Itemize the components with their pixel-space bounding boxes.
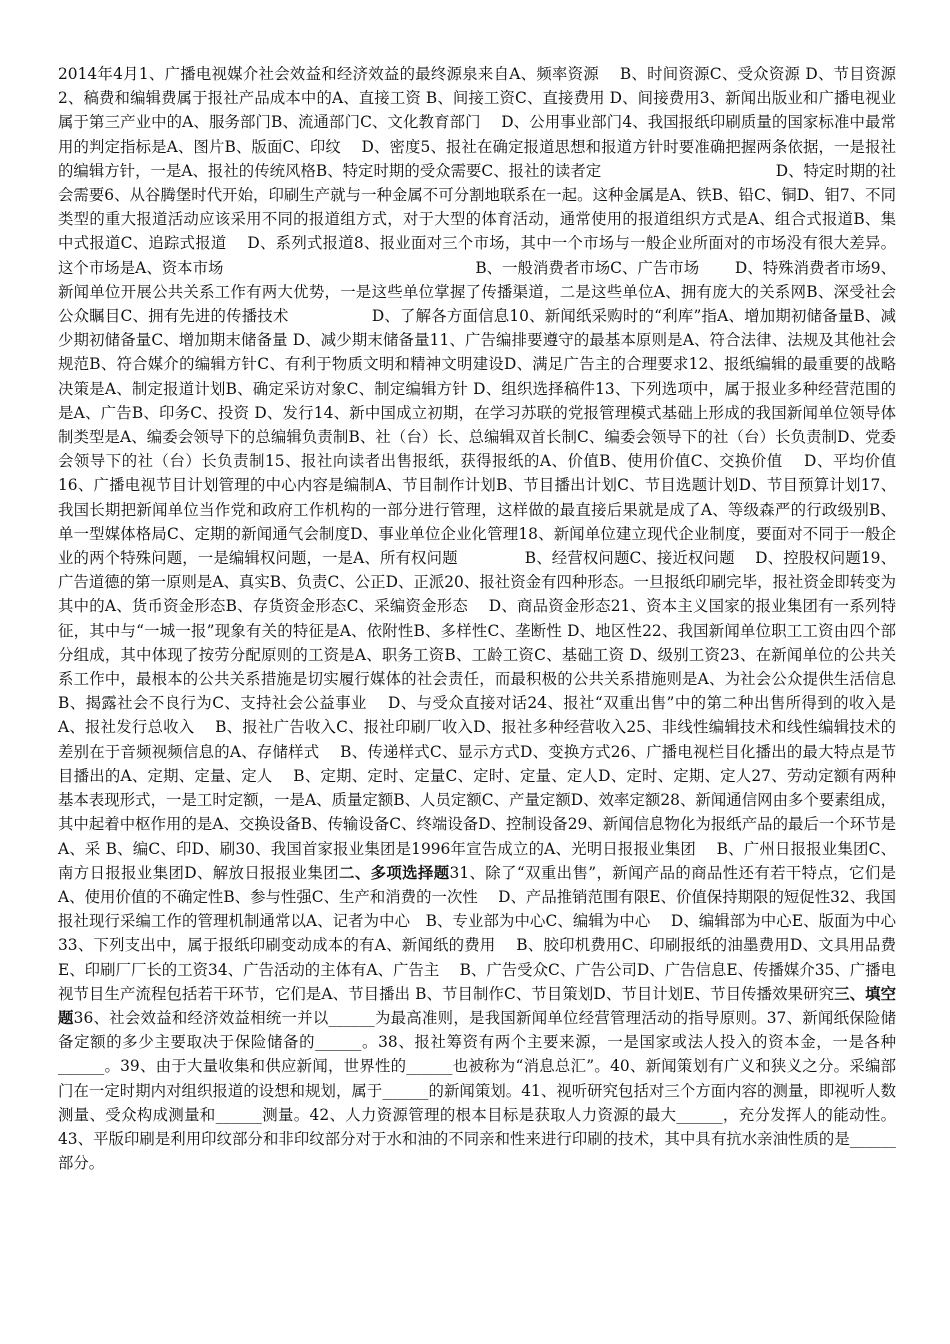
multiple-choice-questions: 31、除了“双重出售”，新闻产品的商品性还有若干特点，它们是A、使用价值的不确定性B、参与性强C、生产和消费的一次性 D、产品推销范围有限E、价值保持期限的短促性32、我国报社现行采编工作的管理机制通常以A、记者为中心 B、专业部为中心C、编辑为中心 D、编辑部为中心E、版面为中心33、下列支出中，属于报纸印刷变动成本的有A、新闻纸的费用 B、胶印机费用C、印刷报纸的油墨费用D、文具用品费E、印刷厂厂长的工资34、广告活动的主体有A、广告主 B、广告受众C、广告公司D、广告信息E、传播媒介35、广播电视节目生产流程包括若干环节，它们是A、节目播出 B、节目制作C、节目策划D、节目计划E、节目传播效果研究 [58,863,896,1003]
fill-in-blank-questions: 36、社会效益和经济效益相统一并以______为最高准则，是我国新闻单位经营管理活动的指导原则。37、新闻纸保险储备定额的多少主要取决于保险储备的______。38、报社筹资有两个主要来源，一是国家或法人投入的资本金，一是各种______。39、由于大量收集和供应新闻，世界性的______也被称为“消息总汇”。40、新闻策划有广义和狭义之分。采编部门在一定时期内对组织报道的设想和规划，属于______的新闻策划。41、视听研究包括对三个方面内容的测量，即视听人数测量、受众构成测量和______测量。42、人力资源管理的根本目标是获取人力资源的最大______，充分发挥人的能动性。43、平版印刷是利用印纹部分和非印纹部分对于水和油的不同亲和性来进行印刷的技术，其中具有抗水亲油性质的是______部分。 [58,1008,896,1173]
section-heading-multiple-choice: 二、多项选择题 [339,863,450,882]
exam-document [58,62,896,1175]
single-choice-questions: 2014年4月1、广播电视媒介社会效益和经济效益的最终源泉来自A、频率资源 B、时间资源C、受众资源 D、节目资源2、稿费和编辑费属于报社产品成本中的A、直接工资 B、间接工资C、直接费用 D、间接费用3、新闻出版业和广播电视业属于第三产业中的A、服务部门B、流通部门C、文化教育部门 D、公用事业部门4、我国报纸印刷质量的国家标准中最常用的判定指标是A、图片B、版面C、印纹 D、密度5、报社在确定报道思想和报道方针时要准确把握两条依据，一是报社的编辑方针，一是A、报社的传统风格B、特定时期的受众需要C、报社的读者定 D、特定时期的社会需要6、从谷腾堡时代开始，印刷生产就与一种金属不可分割地联系在一起。这种金属是A、铁B、铅C、铜D、钼7、不同类型的重大报道活动应该采用不同的报道组方式，对于大型的体育活动，通常使用的报道组织方式是A、组合式报道B、集中式报道C、追踪式报道 D、系列式报道8、报业面对三个市场，其中一个市场与一般企业所面对的市场没有很大差异。这个市场是A、资本市场 B、一般消费者市场C、广告市场 D、特殊消费者市场9、新闻单位开展公共关系工作有两大优势，一是这些单位掌握了传播渠道，二是这些单位A、拥有庞大的关系网B、深受社会公众瞩目C、拥有先进的传播技术 D、了解各方面信息10、新闻纸采购时的“利库”指A、增加期初储备量B、减少期初储备量C、增加期末储备量 D、减少期末储备量11、广告编排要遵守的最基本原则是A、符合法律、法规及其他社会规范B、符合媒介的编辑方针C、有利于物质文明和精神文明建设D、满足广告主的合理要求12、报纸编辑的最重要的战略决策是A、制定报道计划B、确定采访对象C、制定编辑方针 D、组织选择稿件13、下列选项中，属于报业多种经营范围的是A、广告B、印务C、投资 D、发行14、新中国成立初期，在学习苏联的党报管理模式基础上形成的我国新闻单位领导体制类型是A、编委会领导下的总编辑负责制B、社（台）长、总编辑双首长制C、编委会领导下的社（台）长负责制D、党委会领导下的社（台）长负责制15、报社向读者出售报纸，获得报纸的A、价值B、使用价值C、交换价值 D、平均价值16、广播电视节目计划管理的中心内容是编制A、节目制作计划B、节目播出计划C、节目选题计划D、节目预算计划17、我国长期把新闻单位当作党和政府工作机构的一部分进行管理，这样做的最直接后果就是成了A、等级森严的行政级别B、单一型媒体格局C、定期的新闻通气会制度D、事业单位企业化管理18、新闻单位建立现代企业制度，要面对不同于一般企业的两个特殊问题，一是编辑权问题，一是A、所有权问题 B、经营权问题C、接近权问题 D、控股权问题19、广告道德的第一原则是A、真实B、负责C、公正D、正派20、报社资金有四种形态。一旦报纸印刷完毕，报社资金即转变为其中的A、货币资金形态B、存货资金形态C、采编资金形态 D、商品资金形态21、资本主义国家的报业集团有一系列特征，其中与“一城一报”现象有关的特征是A、依附性B、多样性C、垄断性 D、地区性22、我国新闻单位职工工资由四个部分组成，其中体现了按劳分配原则的工资是A、职务工资B、工龄工资C、基础工资 D、级别工资23、在新闻单位的公共关系工作中，最根本的公共关系措施是切实履行媒体的社会责任，而最积极的公共关系措施则是A、为社会公众提供生活信息B、揭露社会不良行为C、支持社会公益事业 D、与受众直接对话24、报社“双重出售”中的第二种出售所得到的收入是A、报社发行总收入 B、报社广告收入C、报社印刷厂收入D、报社多种经营收入25、非线性编辑技术和线性编辑技术的差别在于音频视频信息的A、存储样式 B、传递样式C、显示方式D、变换方式26、广播电视栏目化播出的最大特点是节目播出的A、定期、定量、定人 B、定期、定时、定量C、定时、定量、定人D、定时、定期、定人27、劳动定额有两种基本表现形式，一是工时定额，一是A、质量定额B、人员定额C、产量定额D、效率定额28、新闻通信网由多个要素组成，其中起着中枢作用的是A、交换设备B、传输设备C、终端设备D、控制设备29、新闻信息物化为报纸产品的最后一个环节是A、采 B、编C、印D、刷30、我国首家报业集团是1996年宣告成立的A、光明日报报业集团 B、广州日报报业集团C、南方日报报业集团D、解放日报报业集团 [58,65,896,882]
exam-text [58,62,896,1175]
section-heading-fill-in-blank: 三、填空题 [58,984,896,1027]
